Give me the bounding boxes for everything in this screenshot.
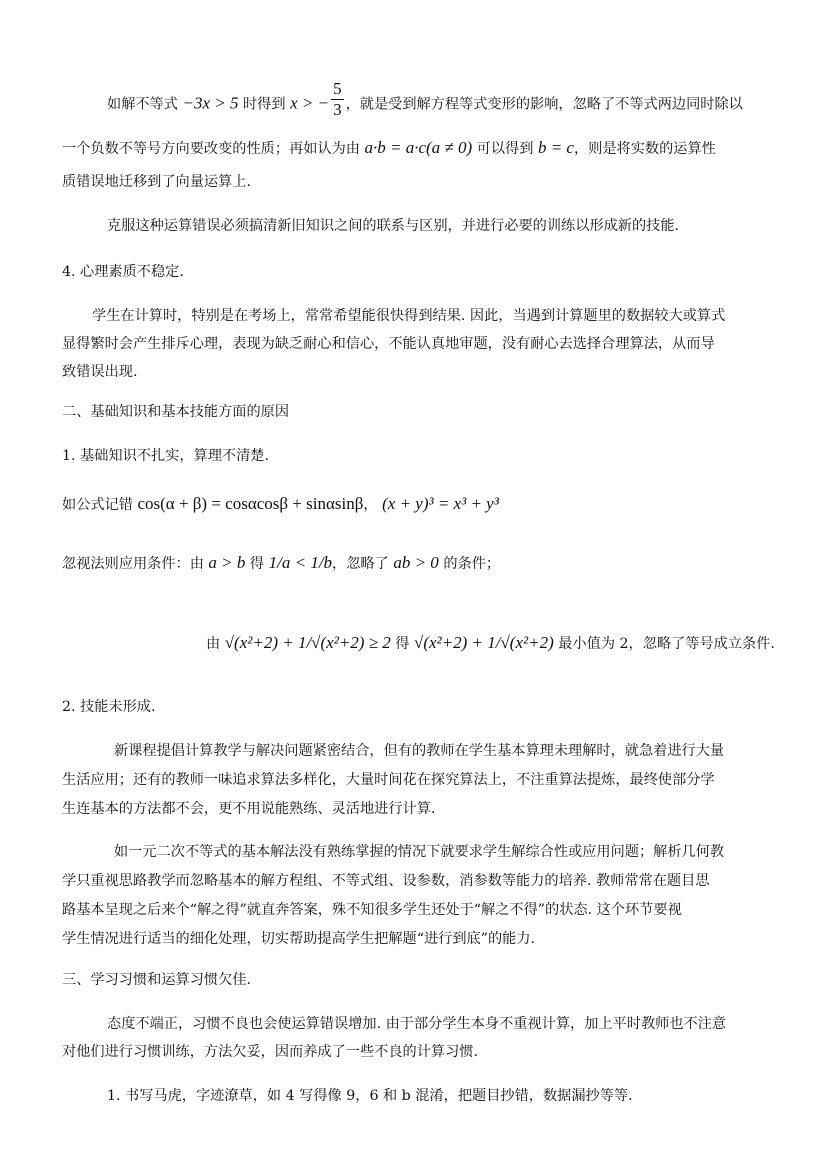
text-line: 对他们进行习惯训练，方法欠妥，因而养成了一些不良的计算习惯. <box>62 1044 478 1060</box>
math-reciprocal-inequality: 1/a < 1/b <box>268 553 333 572</box>
text-line: 生连基本的方法都不会，更不用说能熟练、灵活地进行计算. <box>62 801 436 817</box>
text-line: 生活应用；还有的教师一味追求算法多样化，大量时间花在探究算法上，不注重算法提炼，最终使部分学 <box>62 772 715 788</box>
math-fraction: $\frac{5}{3}$ <box>333 79 342 119</box>
text-line: 致错误出现. <box>62 364 138 380</box>
math-vector-equation: a·b = a·c(a ≠ 0) <box>364 138 473 157</box>
math-formula-trig: cos(α + β) = cosαcosβ + sinαsinβ <box>137 494 364 513</box>
math-condition: a > b <box>208 553 246 572</box>
math-formula-cube: (x + y)³ = x³ + y³ <box>382 494 499 513</box>
text-line: 学生在计算时，特别是在考场上，常常希望能很快得到结果. 因此，当遇到计算题里的数据较大或算式 <box>92 308 726 324</box>
section-heading: 二、基础知识和基本技能方面的原因 <box>62 404 290 420</box>
list-item: 1. 书写马虎，字迹潦草，如 4 写得像 9，6 和 b 混淆，把题目抄错，数据漏抄等等. <box>107 1088 633 1104</box>
text-line: 态度不端正，习惯不良也会使运算错误增加. 由于部分学生本身不重视计算，加上平时教师也不注意 <box>107 1016 727 1032</box>
text-line: 显得繁时会产生排斥心理，表现为缺乏耐心和信心，不能认真地审题，没有耐心去选择合理算法，从而导 <box>62 336 715 352</box>
math-inequality: −3x > 5 <box>182 93 239 113</box>
section-heading: 2. 技能未形成. <box>62 699 156 715</box>
text-line: 学只重视思路教学而忽略基本的解方程组、不等式组、设参数，消参数等能力的培养. 教师常常在题目思 <box>62 873 710 889</box>
text-line: 如一元二次不等式的基本解法没有熟练掌握的情况下就要求学生解综合性或应用问题；解析几何教 <box>114 844 725 860</box>
section-heading: 4. 心理素质不稳定. <box>62 264 184 280</box>
text-line: 如公式记错 cos(α + β) = cosαcosβ + sinαsinβ， (x + y)³ = x³ + y³ <box>62 494 499 513</box>
text-line: 路基本呈现之后来个“解之得”就直奔答案，殊不知很多学生还处于“解之不得”的状态. 这个环节要视 <box>62 902 682 918</box>
text-line: 由 √(x²+2) + 1/√(x²+2) ≥ 2 得 √(x²+2) + 1/√(x²+2) 最小值为 2，忽略了等号成立条件. <box>206 633 775 652</box>
math-expression-min: √(x²+2) + 1/√(x²+2) <box>414 633 554 652</box>
text-line: 质错误地迁移到了向量运算上. <box>62 174 251 190</box>
text-line: 克服这种运算错误必须搞清新旧知识之间的联系与区别，并进行必要的训练以形成新的技能. <box>107 218 680 234</box>
text-line: 如解不等式 −3x > 5 时得到 x > − $\frac{5}{3}$ ，就是受到解方程等式变形的影响，忽略了不等式两边同时除以 <box>107 79 743 119</box>
section-heading: 三、学习习惯和运算习惯欠佳. <box>62 972 251 988</box>
text-line: 一个负数不等号方向要改变的性质；再如认为由 a·b = a·c(a ≠ 0) 可以得到 b = c，则是将实数的运算性 <box>62 138 716 157</box>
math-expression: √(x²+2) + 1/√(x²+2) ≥ 2 <box>224 633 391 652</box>
math-ab-condition: ab > 0 <box>393 553 439 572</box>
section-heading: 1. 基础知识不扎实，算理不清楚. <box>62 448 269 464</box>
text-line: 忽视法则应用条件：由 a > b 得 1/a < 1/b，忽略了 ab > 0 的条件； <box>62 553 501 572</box>
math-result: x > − <box>290 93 330 113</box>
text-line: 新课程提倡计算教学与解决问题紧密结合，但有的教师在学生基本算理未理解时，就急着进行大量 <box>114 743 725 759</box>
math-vector-result: b = c <box>537 138 574 157</box>
text-line: 学生情况进行适当的细化处理，切实帮助提高学生把解题“进行到底”的能力. <box>62 931 536 947</box>
